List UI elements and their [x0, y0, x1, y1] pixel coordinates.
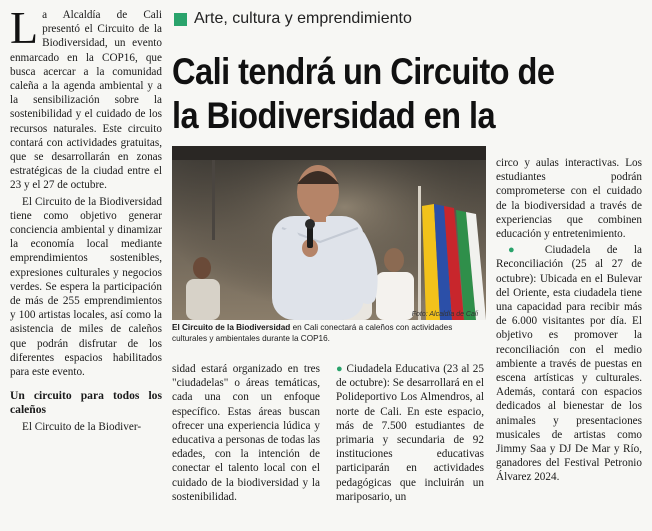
article-column-4 — [496, 156, 642, 485]
section-square-icon — [174, 13, 187, 26]
caption-text: en Cali conectará a caleños con actividades culturales y ambientales durante la COP16. — [172, 323, 453, 343]
body-paragraph — [336, 362, 484, 504]
bullet-icon: ● — [508, 244, 529, 257]
article-column-1 — [10, 2, 162, 434]
lead-paragraph — [10, 2, 162, 193]
section-label: Arte, cultura y emprendimiento — [194, 10, 412, 27]
body-paragraph: El Circuito de la Biodiver- — [22, 420, 142, 433]
drop-cap: L — [10, 2, 39, 53]
section-tag — [174, 8, 412, 30]
article-photo — [172, 146, 486, 320]
caption-bold: El Circuito de la Biodiversidad — [172, 323, 291, 332]
body-paragraph: El Circuito de la Biodiversidad tiene como objetivo generar conciencia ambiental y dinamizar la economía local mediante emprendimientos sostenibles, expresiones culturales y negocios verdes. Se espera la participación de más de 255 emprendimientos y 100 artistas locales, así como la asistencia de miles de caleños que podrán disfrutar de los diferentes espacios habilitados para este evento. — [10, 195, 162, 379]
headline: Cali tendrá un Circuito de la Biodiversidad en la — [172, 51, 555, 136]
body-paragraph: sidad estará organizado en tres "ciudadelas" o áreas temáticas, cada una con un enfoque específico. Estas áreas buscan ofrecer una experiencia lúdica y educativa a personas de todas las edades, con la intención de conectar el talento local con el cuidado de la biodiversidad y la sostenibilidad. — [172, 363, 320, 503]
photo-credit: Foto: Alcaldía de Cali — [411, 311, 478, 318]
lead-text: a Alcaldía de Cali presentó el Circuito de la Biodiversidad, un evento enmarcado en la COP16, que busca acercar a la comunidad caleña a la agenda ambiental y a la sensibilización sobre la sostenibilidad y el cuidado de los recursos naturales. Este circuito contará con actividades gratuitas, que se desarrollarán en zonas estratégicas de la ciudad entre el 23 y el 27 de octubre. — [10, 9, 162, 192]
body-paragraph: circo y aulas interactivas. Los estudiantes podrán comprometerse con el cuidado de la biodiversidad a través de experiencias que combinen educación y entretenimiento. — [496, 157, 642, 241]
bullet-text: Ciudadela de la Reconciliación (25 al 27 de octubre): Ubicada en el Bulevar del Oriente, esta ciudadela tiene una capacidad para recibir más de 6.000 visitantes por día. El objetivo es promover la reconciliación con el medio ambiente a través de puestas en escena artísticas y culturales. Además, contará con espacios dedicados al bienestar de los animales y presentaciones musicales de artistas como Jimmy Saa y DJ De Mar y Río, ganadores del Festival Petronio Álvarez 2024. — [496, 244, 642, 484]
subheading: Un circuito para todos los caleños — [10, 389, 162, 417]
article-column-3 — [336, 362, 484, 504]
photo-caption — [172, 322, 488, 344]
photo-illustration — [172, 146, 486, 320]
article-column-2 — [172, 362, 320, 504]
bullet-icon: ● — [336, 363, 344, 375]
body-paragraph — [496, 243, 642, 484]
bullet-text: Ciudadela Educativa (23 al 25 de octubre): Se desarrollará en el Polideportivo Los Almendros, al norte de Cali. En este espacio, más de 7.500 estudiantes de primaria y secundaria de 92 instituciones educativas participarán en actividades pedagógicas que incluirán un mariposario, un — [336, 363, 484, 503]
